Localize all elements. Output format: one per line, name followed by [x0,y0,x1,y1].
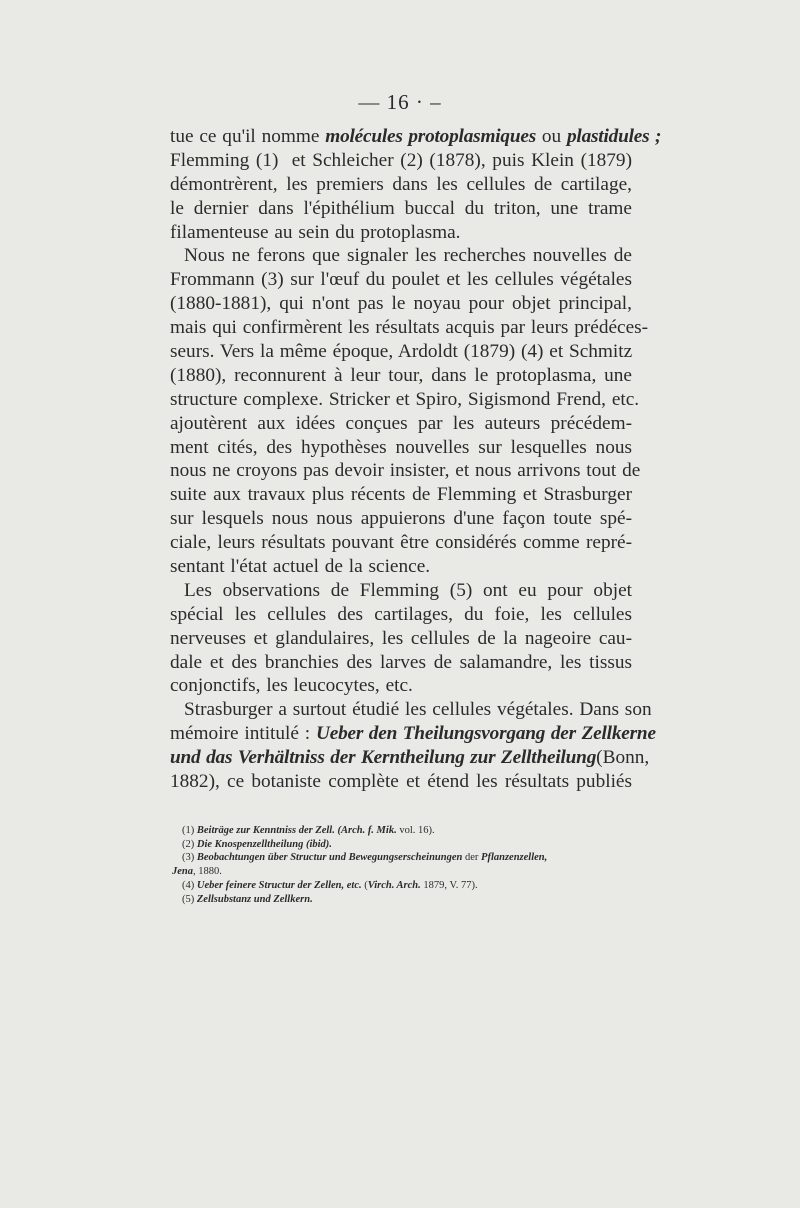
text-line [170,364,632,388]
italic-title: Pflanzenzellen, [481,852,548,864]
text-line [170,651,632,675]
text-line [170,722,656,746]
page-number: — 16 · – [358,90,442,114]
text-line [170,149,632,173]
text-line [170,316,649,340]
text-segment: Flemming (1) et Schleicher (2) (1878), puis Klein (1879) [170,149,632,171]
italic-title: Zellsubstanz und Zellkern. [196,893,313,905]
text-segment: ajoutèrent aux idées conçues par les auteurs précédem- [170,412,632,434]
text-line [170,268,632,292]
text-segment: nerveuses et glandulaires, les cellules de la nageoire cau- [170,627,632,649]
text-segment: (1) [182,825,197,836]
text-segment: mais qui confirmèrent les résultats acquis par leurs prédéces- [170,317,649,339]
text-line [170,746,650,770]
text-segment: suite aux travaux plus récents de Flemming et Strasburger [170,484,632,506]
text-line [170,173,632,197]
italic-title: Beiträge zur Kenntniss der Zell. (Arch. f. Mik. [196,825,397,836]
text-line [170,698,652,722]
text-segment: (Bonn, [596,747,650,769]
italic-title: Virch. Arch. [367,879,421,891]
text-segment: conjonctifs, les leucocytes, etc. [170,675,413,697]
text-segment: (2) [182,838,197,850]
text-segment: mémoire intitulé : [170,723,316,745]
text-line [170,674,632,698]
text-line [170,412,632,436]
footnote [172,851,634,865]
text-segment: (3) [182,852,197,864]
italic-title: plastidules ; [566,126,662,147]
italic-title: Ueber feinere Structur der Zellen, etc. [196,879,362,891]
text-segment: Strasburger a surtout étudié les cellules végétales. Dans son [184,699,652,721]
text-segment: sentant l'état actuel de la science. [170,556,431,578]
text-segment: seurs. Vers la même époque, Ardoldt (1879) (4) et Schmitz [170,341,633,363]
italic-title: molécules protoplasmiques [325,126,537,147]
text-segment: filamenteuse au sein du protoplasma. [170,221,461,243]
italic-title: Beobachtungen über Structur und Bewegungserscheinungen [196,852,463,864]
text-segment: Nous ne ferons que signaler les recherches nouvelles de [184,245,632,267]
text-segment: vol. 16). [396,825,435,836]
text-segment: ( [361,879,368,891]
footnote [172,865,634,879]
text-segment: 1882), ce botaniste complète et étend les résultats publiés [170,771,632,793]
text-segment: nous ne croyons pas devoir insister, et nous arrivons tout de [170,460,641,482]
text-line [170,507,632,531]
text-line [170,244,632,268]
footnote [172,824,634,838]
text-segment: le dernier dans l'épithélium buccal du triton, une trame [170,197,632,219]
text-segment: (5) [182,893,197,905]
text-segment: (4) [182,879,197,891]
text-segment: tue ce qu'il nomme [170,126,326,147]
text-segment: der [462,852,482,864]
text-line [170,483,632,507]
footnotes [172,824,634,906]
text-line [170,531,632,555]
text-segment: , 1880. [193,866,222,878]
text-segment: 1879, V. 77). [420,879,478,891]
text-segment: ou [536,126,567,147]
italic-title: Die Knospenzelltheilung (ibid). [196,838,332,850]
text-line [170,603,632,627]
text-line [170,459,641,483]
italic-title: und das Verhältniss der Kerntheilung zur Zelltheilung [170,747,597,769]
footnote [172,838,634,852]
text-line [170,292,632,316]
text-segment: structure complexe. Stricker et Spiro, Sigismond Frend, etc. [170,388,640,410]
text-segment: dale et des branchies des larves de salamandre, les tissus [170,651,632,673]
text-segment: (1880-1881), qui n'ont pas le noyau pour objet principal, [170,293,632,315]
text-segment: sur lesquels nous nous appuierons d'une façon toute spé- [170,508,632,530]
italic-title: Ueber den Theilungsvorgang der Zellkerne [315,723,656,745]
footnote [172,879,634,893]
body-text [170,125,662,794]
text-line [170,770,632,794]
text-line [170,221,632,245]
text-line [170,125,662,149]
text-segment: (1880), reconnurent à leur tour, dans le protoplasma, une [170,364,632,386]
text-segment: spécial les cellules des cartilages, du foie, les cellules [170,603,632,625]
text-line [170,197,632,221]
text-segment: ment cités, des hypothèses nouvelles sur lesquelles nous [170,436,632,458]
text-segment: Les observations de Flemming (5) ont eu pour objet [184,579,632,601]
text-segment: démontrèrent, les premiers dans les cellules de cartilage, [170,173,632,195]
text-line [170,555,632,579]
footnote [172,893,634,907]
text-segment: Frommann (3) sur l'œuf du poulet et les cellules végétales [170,269,632,291]
text-line [170,388,640,412]
text-segment: ciale, leurs résultats pouvant être considérés comme repré- [170,532,632,554]
text-line [170,340,632,364]
italic-title: Jena [172,866,193,878]
text-line [170,579,632,603]
text-line [170,627,632,651]
text-line [170,436,632,460]
